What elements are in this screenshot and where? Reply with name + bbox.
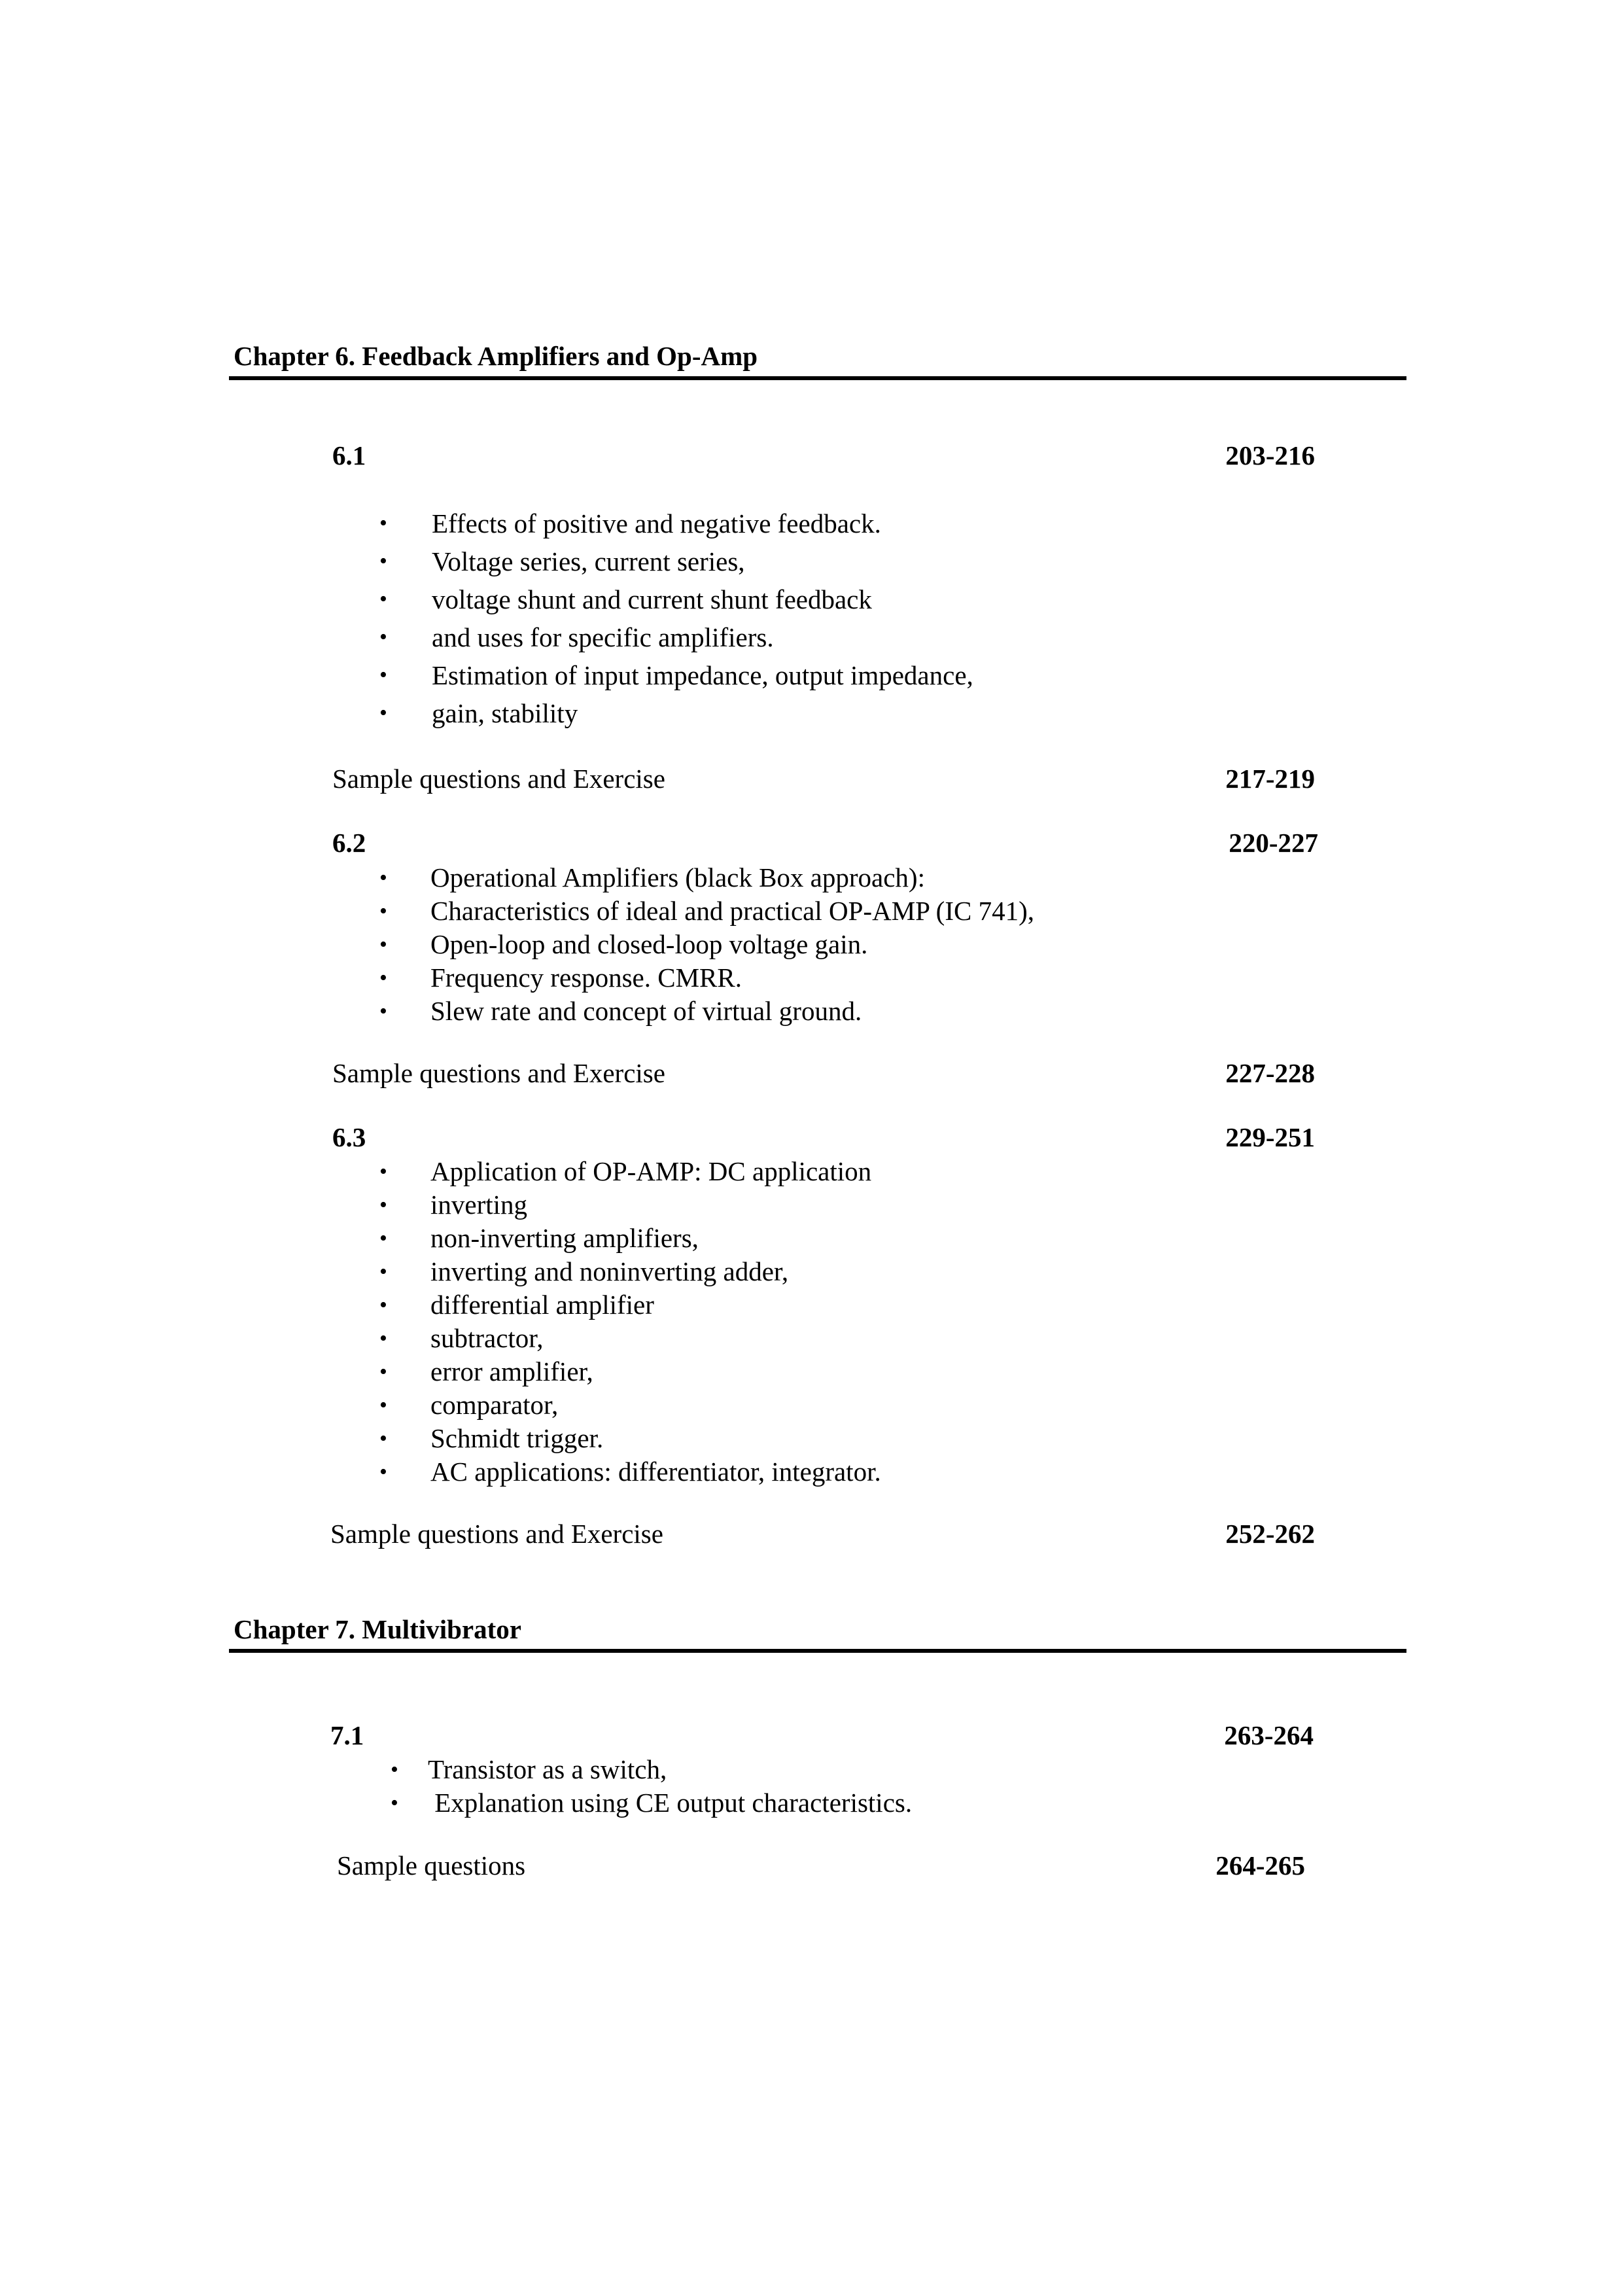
section-6-1-pages: 203-216	[1225, 440, 1315, 470]
section-6-3-list	[379, 1155, 881, 1489]
list-item: • Transistor as a switch,	[391, 1754, 667, 1784]
list-item: • voltage shunt and current shunt feedback	[379, 584, 872, 614]
section-7-1-sample-pages: 264-265	[1215, 1850, 1305, 1881]
list-item: • non-inverting amplifiers,	[379, 1223, 699, 1253]
list-item: • AC applications: differentiator, integrator.	[379, 1457, 881, 1487]
section-7-1-number: 7.1	[330, 1720, 364, 1750]
section-6-2-list	[379, 861, 1034, 1028]
list-item: • Explanation using CE output characteristics.	[391, 1788, 913, 1818]
list-item: • Voltage series, current series,	[379, 546, 745, 576]
section-6-1-sample-label: Sample questions and Exercise	[332, 764, 665, 794]
list-item: • comparator,	[379, 1390, 559, 1420]
list-item: • and uses for specific amplifiers.	[379, 622, 774, 652]
section-6-3-sample-pages: 252-262	[1225, 1519, 1315, 1549]
section-6-2-number: 6.2	[332, 828, 366, 858]
section-6-2-sample-pages: 227-228	[1225, 1058, 1315, 1088]
section-7-1-sample-label: Sample questions	[337, 1850, 526, 1881]
section-6-1-number: 6.1	[332, 440, 366, 470]
section-6-3-number: 6.3	[332, 1122, 366, 1152]
list-item: • inverting	[379, 1190, 528, 1220]
list-item: • Estimation of input impedance, output impedance,	[379, 660, 973, 690]
section-6-1-sample-pages: 217-219	[1225, 764, 1315, 794]
list-item: • differential amplifier	[379, 1290, 654, 1320]
list-item: • subtractor,	[379, 1323, 544, 1353]
chapter-7-title: Chapter 7. Multivibrator	[234, 1614, 521, 1644]
chapter-6-rule	[229, 376, 1406, 380]
list-item: • Schmidt trigger.	[379, 1423, 604, 1453]
list-item: • Effects of positive and negative feedback.	[379, 508, 881, 539]
section-6-2-pages: 220-227	[1229, 828, 1318, 858]
section-7-1-list	[391, 1753, 912, 1820]
section-6-3-pages: 229-251	[1225, 1122, 1315, 1152]
list-item: • error amplifier,	[379, 1356, 593, 1386]
section-7-1-pages: 263-264	[1224, 1720, 1314, 1750]
chapter-7-rule	[229, 1649, 1406, 1653]
list-item: • gain, stability	[379, 698, 578, 728]
list-item: • Slew rate and concept of virtual ground.	[379, 996, 862, 1026]
section-6-3-sample-label: Sample questions and Exercise	[330, 1519, 663, 1549]
chapter-6-title: Chapter 6. Feedback Amplifiers and Op-Amp	[234, 341, 758, 371]
section-6-1-list	[379, 504, 973, 732]
list-item: • inverting and noninverting adder,	[379, 1256, 789, 1286]
list-item: • Open-loop and closed-loop voltage gain.	[379, 929, 868, 959]
list-item: • Characteristics of ideal and practical OP-AMP (IC 741),	[379, 896, 1034, 926]
list-item: • Operational Amplifiers (black Box approach):	[379, 862, 925, 892]
list-item: • Frequency response. CMRR.	[379, 963, 742, 993]
section-6-2-sample-label: Sample questions and Exercise	[332, 1058, 665, 1088]
list-item: • Application of OP-AMP: DC application	[379, 1156, 872, 1186]
